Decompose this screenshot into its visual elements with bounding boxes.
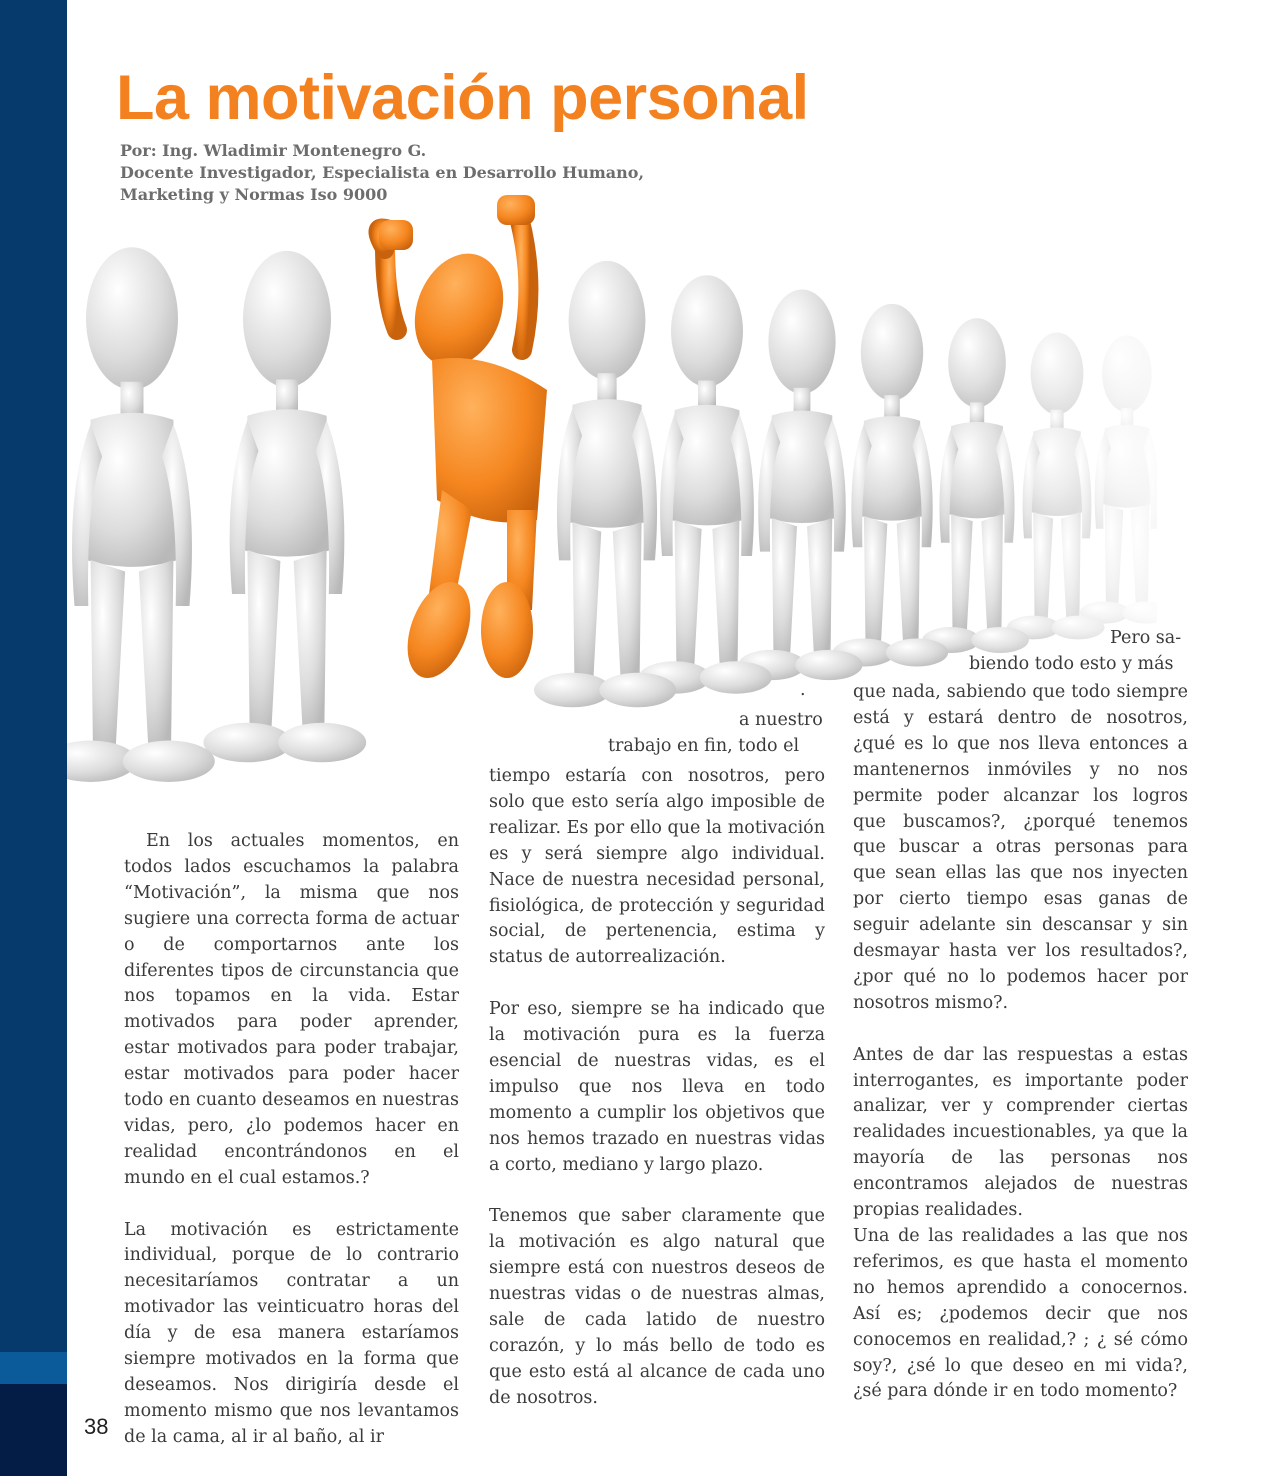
paragraph: Una de las realidades a las que nos referimos, es que hasta el momento no hemos aprendido a conocernos. Así es; ¿podemos decir que nos conocemos en realidad,? ; ¿ sé cómo soy?, ¿sé lo que deseo en mi vida?, ¿sé para dónde ir en todo momento? xyxy=(853,1226,1188,1402)
paragraph: En los actuales momentos, en todos lados escuchamos la palabra “Motivación”, la misma que nos sugiere una correcta forma de actuar o de comportarnos ante los diferentes tipos de circunstancia que nos topamos en la vida. Estar motivados para poder aprender, estar motivados para poder trabajar, estar motivados para poder hacer todo en cuanto deseamos en nuestras vidas, pero, ¿lo podemos hacer en realidad encontrándonos en el mundo en el cual estamos.? xyxy=(124,831,459,1188)
article-column-1 xyxy=(124,829,459,1477)
text-fragment-dot: . xyxy=(800,680,806,700)
byline-role: Docente Investigador, Especialista en Desarrollo Humano, xyxy=(120,163,645,182)
text-fragment-a-nuestro: a nuestro xyxy=(739,710,823,730)
paragraph: tiempo estaría con nosotros, pero solo que esto sería algo imposible de realizar. Es por ello que la motivación es y será siempre algo individual. Nace de nuestra necesidad personal, fisiológica, de protección y seguridad social, de pertenencia, estima y status de autorrealización. xyxy=(489,766,825,968)
page-number: 38 xyxy=(84,1414,109,1439)
text-fragment-biendo: biendo todo esto y más xyxy=(969,654,1174,674)
paragraph: La motivación es estrictamente individual, porque de lo contrario necesitaríamos contratar a un motivador las veinticuatro horas del día y de esa manera estaríamos siempre motivados en la forma que deseamos. Nos dirigiría desde el momento mismo que nos levantamos de la cama, al ir al baño, al ir xyxy=(124,1219,459,1447)
paragraph: Por eso, siempre se ha indicado que la motivación pura es la fuerza esencial de nuestras vidas, es el impulso que nos lleva en todo momento a cumplir los objetivos que nos hemos trazado en nuestras vidas a corto, mediano y largo plazo. xyxy=(489,999,825,1175)
paragraph: que nada, sabiendo que todo siempre está y estará dentro de nosotros, ¿qué es lo que nos lleva entonces a mantenernos inmóviles y no nos permite poder alcanzar los logros que buscamos?, ¿porqué tenemos que buscar a otras personas para que sean ellas las que nos inyecten por cierto tiempo esas ganas de seguir adelante sin descansar y sin desmayar hasta ver los resultados?, ¿por qué no lo podemos hacer por nosotros mismo?. xyxy=(853,682,1188,1013)
article-title: La motivación personal xyxy=(116,63,809,133)
text-fragment-trabajo: trabajo en fin, todo el xyxy=(608,736,800,756)
paragraph: Tenemos que saber claramente que la motivación es algo natural que siempre está con nuestros deseos de nuestras vidas o de nuestras almas, sale de cada latido de nuestro corazón, y lo más bello de todo es que esto está al alcance de cada uno de nosotros. xyxy=(489,1206,825,1408)
sidebar-bottom xyxy=(0,1384,67,1476)
article-column-2 xyxy=(489,764,825,1438)
article-column-3 xyxy=(853,680,1188,1431)
page-sidebar xyxy=(0,0,67,1476)
sidebar-stripe xyxy=(0,1352,67,1384)
byline-author: Por: Ing. Wladimir Montenegro G. xyxy=(120,141,427,160)
paragraph: Antes de dar las respuestas a estas interrogantes, es importante poder analizar, ver y comprender ciertas realidades incuestionables, ya que la mayoría de las personas nos encontramos alejados de nuestras propias realidades. xyxy=(853,1044,1188,1221)
text-fragment-pero: Pero sa- xyxy=(1110,628,1182,648)
